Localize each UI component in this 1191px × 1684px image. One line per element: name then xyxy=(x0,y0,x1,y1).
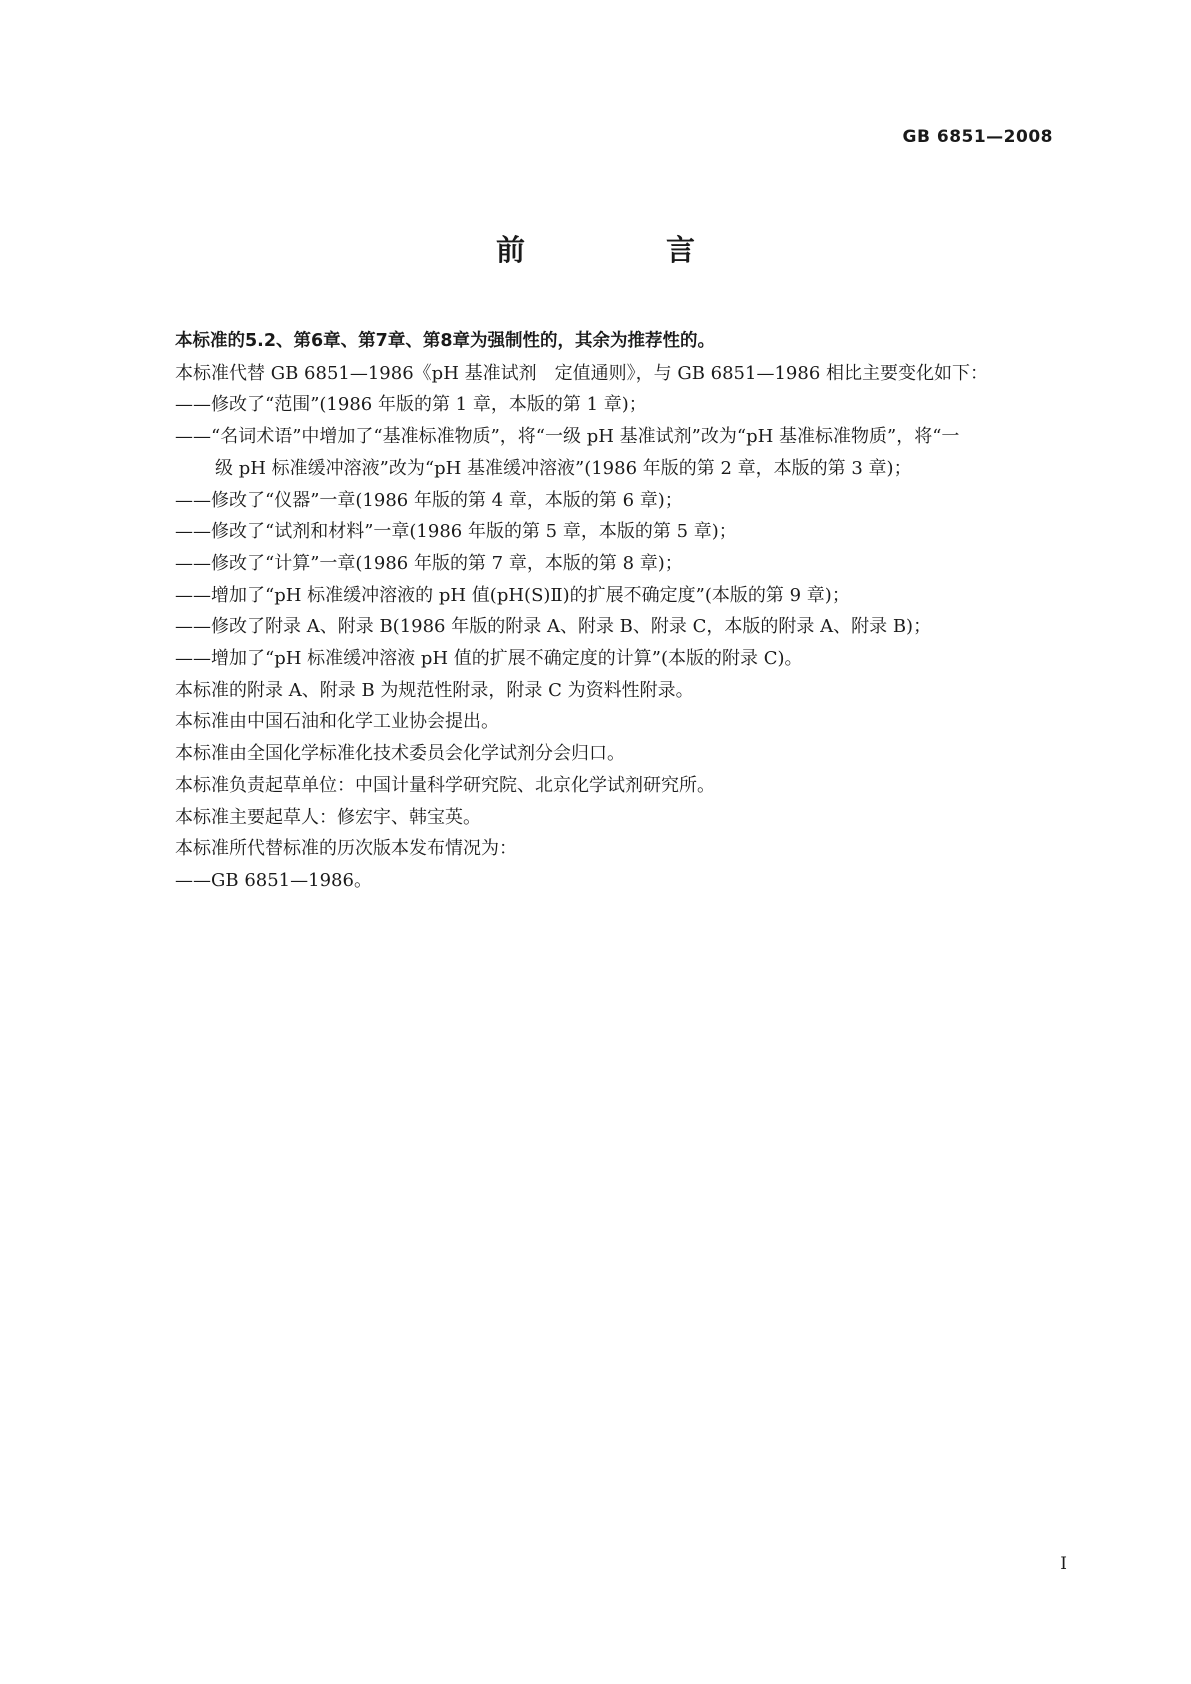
replacement-statement: 本标准代替 GB 6851—1986《pH 基准试剂 定值通则》，与 GB 6851—1986 相比主要变化如下： xyxy=(175,362,988,384)
foreword-body xyxy=(175,326,1065,897)
drafters: 本标准主要起草人：修宏宇、韩宝英。 xyxy=(175,806,481,828)
standard-code: GB 6851—2008 xyxy=(902,127,1053,147)
mandatory-statement: 本标准的5.2、第6章、第7章、第8章为强制性的，其余为推荐性的。 xyxy=(175,331,716,351)
change-item: ——增加了“pH 标准缓冲溶液的 pH 值(pH(S)Ⅱ)的扩展不确定度”(本版的第 9 章)； xyxy=(175,584,850,606)
change-item: ——修改了“仪器”一章(1986 年版的第 4 章，本版的第 6 章)； xyxy=(175,489,683,511)
history-item: ——GB 6851—1986。 xyxy=(175,869,372,891)
proposer-statement: 本标准由中国石油和化学工业协会提出。 xyxy=(175,711,499,733)
page-number: Ⅰ xyxy=(1060,1554,1067,1574)
appendix-statement: 本标准的附录 A、附录 B 为规范性附录，附录 C 为资料性附录。 xyxy=(175,679,694,701)
history-statement: 本标准所代替标准的历次版本发布情况为： xyxy=(175,838,517,860)
committee-statement: 本标准由全国化学标准化技术委员会化学试剂分会归口。 xyxy=(175,743,625,765)
change-item: ——修改了“试剂和材料”一章(1986 年版的第 5 章，本版的第 5 章)； xyxy=(175,521,737,543)
change-item: ——增加了“pH 标准缓冲溶液 pH 值的扩展不确定度的计算”(本版的附录 C)。 xyxy=(175,648,803,670)
drafting-units: 本标准负责起草单位：中国计量科学研究院、北京化学试剂研究所。 xyxy=(175,774,715,796)
change-item-continuation: 级 pH 标准缓冲溶液”改为“pH 基准缓冲溶液”(1986 年版的第 2 章，本版的第 3 章)； xyxy=(215,457,912,479)
page-title: 前 言 xyxy=(495,233,751,267)
change-item: ——修改了“计算”一章(1986 年版的第 7 章，本版的第 8 章)； xyxy=(175,552,683,574)
change-item: ——“名词术语”中增加了“基准标准物质”，将“一级 pH 基准试剂”改为“pH 基准标准物质”，将“一 xyxy=(175,426,960,448)
change-item: ——修改了附录 A、附录 B(1986 年版的附录 A、附录 B、附录 C，本版的附录 A、附录 B)； xyxy=(175,616,932,638)
change-item: ——修改了“范围”(1986 年版的第 1 章，本版的第 1 章)； xyxy=(175,394,647,416)
